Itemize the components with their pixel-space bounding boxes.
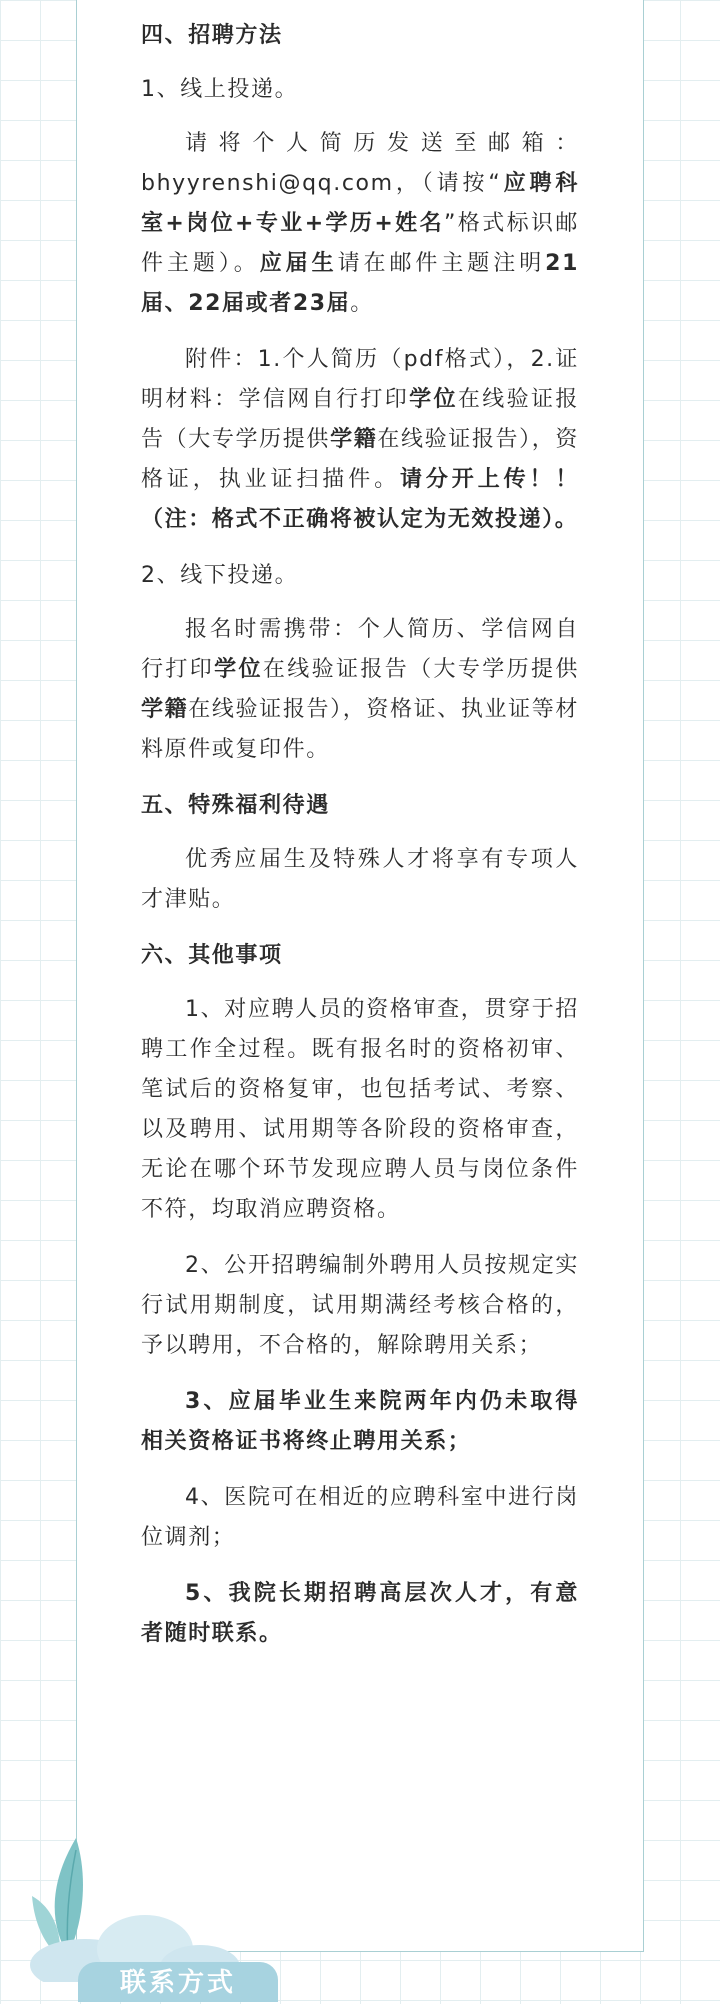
other-item-3: 3、应届毕业生来院两年内仍未取得相关资格证书将终止聘用关系； (141, 1389, 579, 1454)
other-item-4: 4、医院可在相近的应聘科室中进行岗位调剂； (141, 1485, 579, 1550)
offline-enrollment-label: 学籍 (141, 697, 189, 722)
offline-degree-label: 学位 (214, 657, 263, 682)
section5-text: 优秀应届生及特殊人才将享有专项人才津贴。 (141, 847, 579, 912)
enrollment-label: 学籍 (330, 427, 378, 452)
degree-label: 学位 (409, 387, 458, 412)
online-p1-g: 。 (350, 291, 374, 316)
section4-heading: 四、招聘方法 (141, 23, 283, 48)
online-title: 1、线上投递。 (141, 77, 299, 102)
other-item-2: 2、公开招聘编制外聘用人员按规定实行试用期制度，试用期满经考核合格的，予以聘用，不合格的，解除聘用关系； (141, 1253, 579, 1358)
online-p2-c: 在线验证报告（大专学历提供 (141, 387, 579, 452)
online-paragraph-1 (141, 124, 579, 324)
article-body (141, 16, 579, 1670)
contact-section-tab: 联系方式 (78, 1962, 278, 2002)
offline-title: 2、线下投递。 (141, 563, 299, 588)
offline-p-e: 在线验证报告），资格证、执业证等材料原件或复印件。 (141, 697, 580, 762)
graduate-years: 21届、22届或者23届 (141, 251, 579, 316)
graduate-label: 应届生 (259, 251, 338, 276)
upload-warning: 请分开上传！！（注：格式不正确将被认定为无效投递）。 (141, 467, 579, 532)
online-p2-a: 附件：1.个人简历（pdf格式），2.证明材料：学信网自行打印 (141, 347, 579, 412)
section6-heading: 六、其他事项 (141, 943, 283, 968)
offline-paragraph (141, 610, 579, 770)
online-p1-a: 请将个人简历发送至邮箱：bhyyrenshi@qq.com，（请按“ (141, 131, 579, 196)
online-p2-e: 在线验证报告），资格证，执业证扫描件。 (141, 427, 579, 492)
online-p1-e: 请在邮件主题注明 (337, 251, 546, 276)
offline-p-c: 在线验证报告（大专学历提供 (262, 657, 579, 682)
subject-format: 应聘科室+岗位+专业+学历+姓名 (141, 171, 579, 236)
section5-heading: 五、特殊福利待遇 (141, 793, 330, 818)
online-paragraph-2 (141, 340, 579, 540)
online-p1-c: ”格式标识邮件主题）。 (141, 211, 579, 276)
other-item-5: 5、我院长期招聘高层次人才，有意者随时联系。 (141, 1581, 579, 1646)
offline-p-a: 报名时需携带：个人简历、学信网自行打印 (141, 617, 579, 682)
other-item-1: 1、对应聘人员的资格审查，贯穿于招聘工作全过程。既有报名时的资格初审、笔试后的资格复审，也包括考试、考察、以及聘用、试用期等各阶段的资格审查，无论在哪个环节发现应聘人员与岗位条件不符，均取消应聘资格。 (141, 997, 579, 1222)
